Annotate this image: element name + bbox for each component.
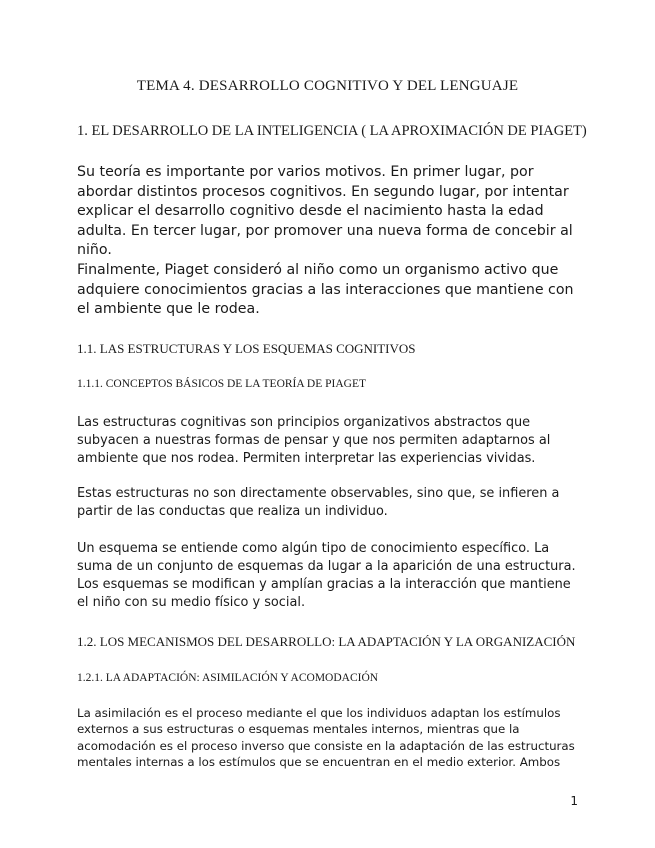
section-heading: 1.1. LAS ESTRUCTURAS Y LOS ESQUEMAS COGNITIVOS — [77, 341, 416, 356]
subsection-heading: 1.2.1. LA ADAPTACIÓN: ASIMILACIÓN Y ACOMODACIÓN — [77, 672, 379, 684]
paragraph: La asimilación es el proceso mediante el que los individuos adaptan los estímulos externos a sus estructuras o esquemas mentales internos, mientras que la acomodación es el proceso inverso que consiste en la adaptación de las estructuras mentales internas a los estímulos que se encuentran en el medio exterior. Ambos — [77, 706, 575, 769]
document-title: TEMA 4. DESARROLLO COGNITIVO Y DEL LENGUAJE — [136, 78, 519, 94]
paragraph: Un esquema se entiende como algún tipo de conocimiento específico. La suma de un conjunto de esquemas da lugar a la aparición de una estructura. Los esquemas se modifican y amplían gracias a la interacción que mantiene el niño con su medio físico y social. — [77, 541, 576, 610]
section-heading: 1.2. LOS MECANISMOS DEL DESARROLLO: LA ADAPTACIÓN Y LA ORGANIZACIÓN — [77, 634, 576, 649]
paragraph: Estas estructuras no son directamente observables, sino que, se infieren a partir de las conductas que realiza un individuo. — [77, 486, 560, 519]
section-heading: 1. EL DESARROLLO DE LA INTELIGENCIA ( LA APROXIMACIÓN DE PIAGET) — [77, 123, 587, 139]
paragraph: Las estructuras cognitivas son principios organizativos abstractos que subyacen a nuestras formas de pensar y que nos permiten adaptarnos al ambiente que nos rodea. Permiten interpretar las experiencias vividas. — [77, 415, 551, 466]
page-number: 1 — [570, 794, 578, 808]
paragraph: Su teoría es importante por varios motivos. En primer lugar, por abordar distintos procesos cognitivos. En segundo lugar, por intentar explicar el desarrollo cognitivo desde el nacimiento hasta la edad adulta. En tercer lugar, por promover una nueva forma de concebir al niño. — [77, 164, 573, 259]
paragraph: Finalmente, Piaget consideró al niño como un organismo activo que adquiere conocimientos gracias a las interacciones que mantiene con el ambiente que le rodea. — [77, 262, 574, 318]
subsection-heading: 1.1.1. CONCEPTOS BÁSICOS DE LA TEORÍA DE PIAGET — [77, 378, 367, 390]
